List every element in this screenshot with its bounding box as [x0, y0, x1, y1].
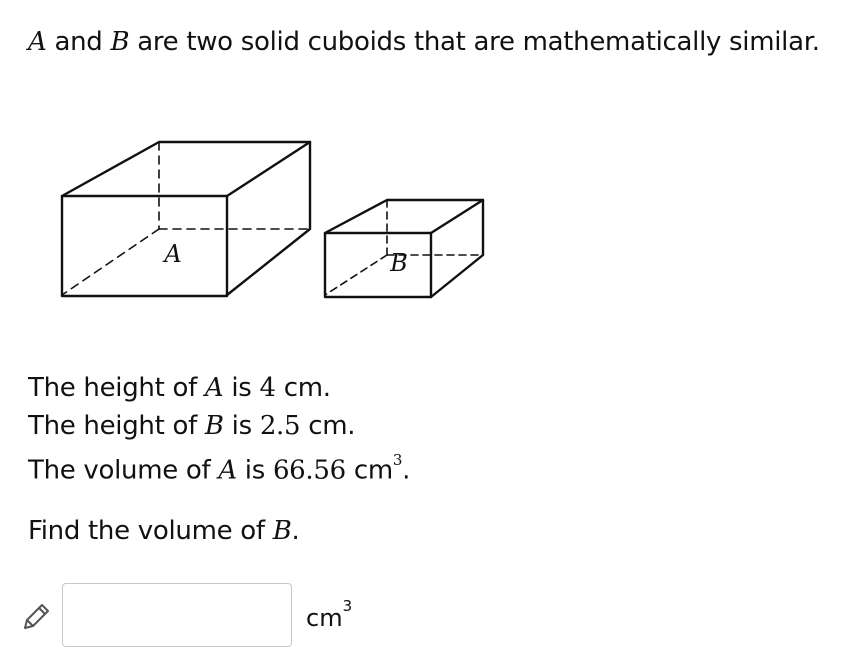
- fact-height-a: [28, 369, 410, 407]
- question-prompt: [28, 511, 299, 551]
- fact-unit: cm.: [275, 373, 331, 403]
- fact-var: B: [204, 411, 224, 441]
- question-text: Find the volume of: [28, 516, 273, 546]
- intro-and: and: [46, 27, 111, 57]
- unit-exponent: 3: [342, 597, 353, 615]
- question-end: .: [291, 516, 300, 546]
- var-b: B: [110, 27, 130, 57]
- fact-text: The volume of: [28, 455, 219, 486]
- fact-unit: cm.: [300, 411, 356, 441]
- label-a: A: [164, 240, 182, 268]
- var-a: A: [28, 27, 47, 57]
- cuboid-a: [62, 142, 310, 296]
- fact-number: 66.56: [272, 455, 346, 486]
- fact-text: is: [223, 373, 260, 403]
- pencil-icon: [22, 601, 52, 631]
- fact-var: A: [204, 373, 224, 403]
- fact-text: The height of: [28, 411, 205, 441]
- fact-text: is: [236, 455, 273, 486]
- unit-text: cm: [306, 604, 343, 632]
- given-facts: [28, 369, 410, 490]
- intro-text: [28, 22, 820, 62]
- fact-number: 4: [259, 373, 276, 403]
- fact-text: The height of: [28, 373, 205, 403]
- answer-unit: [306, 592, 352, 638]
- label-b: B: [390, 249, 408, 277]
- question-var: B: [272, 516, 292, 546]
- cuboids-diagram: [55, 135, 495, 305]
- fact-text: .: [402, 455, 411, 486]
- fact-unit: cm: [345, 455, 393, 486]
- intro-rest: are two solid cuboids that are mathematically similar.: [129, 27, 820, 57]
- answer-input[interactable]: [62, 583, 292, 647]
- fact-var: A: [218, 455, 237, 486]
- fact-number: 2.5: [259, 411, 301, 441]
- fact-unit-exponent: 3: [392, 451, 403, 469]
- fact-height-b: [28, 407, 410, 445]
- fact-text: is: [223, 411, 260, 441]
- fact-volume-a: [28, 445, 410, 490]
